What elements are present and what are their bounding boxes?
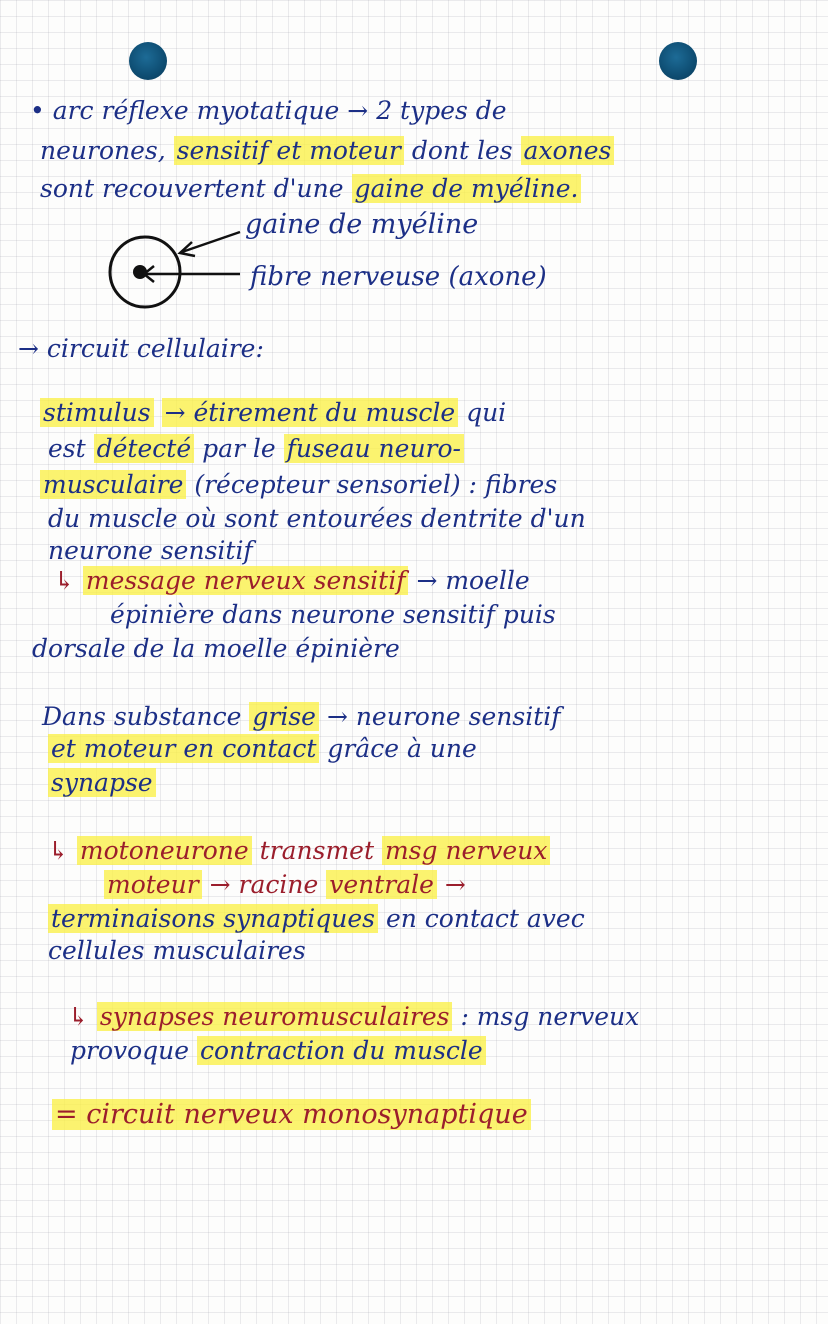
nmj-highlight: synapses neuromusculaires <box>97 1002 453 1031</box>
msg-highlight: msg nerveux <box>382 836 550 865</box>
grey-highlight: grise <box>249 702 319 731</box>
is-text: est <box>48 434 86 463</box>
ventral-highlight: ventrale <box>326 870 437 899</box>
receptor-text: (récepteur sensoriel) : fibres <box>194 470 558 499</box>
axons-highlight: axones <box>521 136 615 165</box>
arrow-icon: → <box>444 870 466 899</box>
motoneuron-highlight: motoneurone <box>77 836 252 865</box>
which-text: qui <box>466 398 507 427</box>
contraction-highlight: contraction du muscle <box>197 1036 486 1065</box>
note-line-14 <box>48 734 477 764</box>
note-line-13 <box>42 702 561 732</box>
monosynaptic-highlight: = circuit nerveux monosynaptique <box>52 1099 531 1130</box>
note-line-5 <box>40 398 506 428</box>
note-line-22 <box>52 1100 531 1130</box>
note-line-21 <box>70 1036 486 1066</box>
binder-hole-right <box>659 42 697 80</box>
contact-with-text: en contact avec <box>385 904 585 933</box>
root-text: → racine <box>209 870 319 899</box>
fiber-label: fibre nerveuse (axone) <box>250 262 547 292</box>
note-line-12: dorsale de la moelle épinière <box>32 634 400 663</box>
myelin-sheath-highlight: gaine de myéline. <box>352 174 582 203</box>
muscular-highlight: musculaire <box>40 470 186 499</box>
detected-highlight: détecté <box>94 434 194 463</box>
stimulus-highlight: stimulus <box>40 398 154 427</box>
note-line-19: cellules musculaires <box>48 936 306 965</box>
note-line-7 <box>40 470 557 500</box>
circuit-heading: → circuit cellulaire: <box>18 334 264 363</box>
note-line-18 <box>48 904 585 934</box>
note-line-1 <box>30 96 507 126</box>
hook-arrow-icon: ↳ <box>48 836 69 865</box>
msg-nerveux-text: : msg nerveux <box>460 1002 640 1031</box>
by-text: par le <box>202 434 276 463</box>
thanks-text: grâce à une <box>327 734 477 763</box>
bullet: • <box>30 96 45 125</box>
synapse-highlight: synapse <box>48 768 156 797</box>
provokes-text: provoque <box>70 1036 190 1065</box>
note-line-17 <box>104 870 466 900</box>
note-line-6 <box>48 434 464 464</box>
note-line-11: épinière dans neurone sensitif puis <box>110 600 556 629</box>
whose-text: dont les <box>411 136 513 165</box>
sensory-motor-highlight: sensitif et moteur <box>174 136 404 165</box>
motor-highlight: moteur <box>104 870 202 899</box>
spinal-cord-text: → moelle <box>416 566 530 595</box>
note-line-15 <box>48 768 156 798</box>
hook-arrow-icon: ↳ <box>54 566 75 595</box>
stretch-highlight: → étirement du muscle <box>162 398 459 427</box>
sensory-message-highlight: message nerveux sensitif <box>83 566 409 595</box>
sensory-neuron-text: → neurone sensitif <box>326 702 561 731</box>
note-line-2 <box>40 136 614 166</box>
transmits-text: transmet <box>259 836 374 865</box>
contact-highlight: et moteur en contact <box>48 734 319 763</box>
neurons-word: neurones, <box>40 136 166 165</box>
grey-matter-text: Dans substance <box>42 702 242 731</box>
note-line-20 <box>68 1002 639 1032</box>
note-line-8: du muscle où sont entourées dentrite d'un <box>48 504 586 533</box>
hook-arrow-icon: ↳ <box>68 1002 89 1031</box>
spindle-highlight: fuseau neuro- <box>284 434 464 463</box>
note-line-9: neurone sensitif <box>48 536 253 565</box>
reflex-arc-text: arc réflexe myotatique <box>52 96 340 125</box>
myelin-label: gaine de myéline <box>245 209 479 240</box>
terminals-highlight: terminaisons synaptiques <box>48 904 378 933</box>
covered-text: sont recouvertent d'une <box>40 174 344 203</box>
binder-hole-left <box>129 42 167 80</box>
note-line-10 <box>54 566 530 596</box>
note-line-16 <box>48 836 550 866</box>
two-neuron-types-text: → 2 types de <box>347 96 507 125</box>
note-line-3 <box>40 174 581 204</box>
